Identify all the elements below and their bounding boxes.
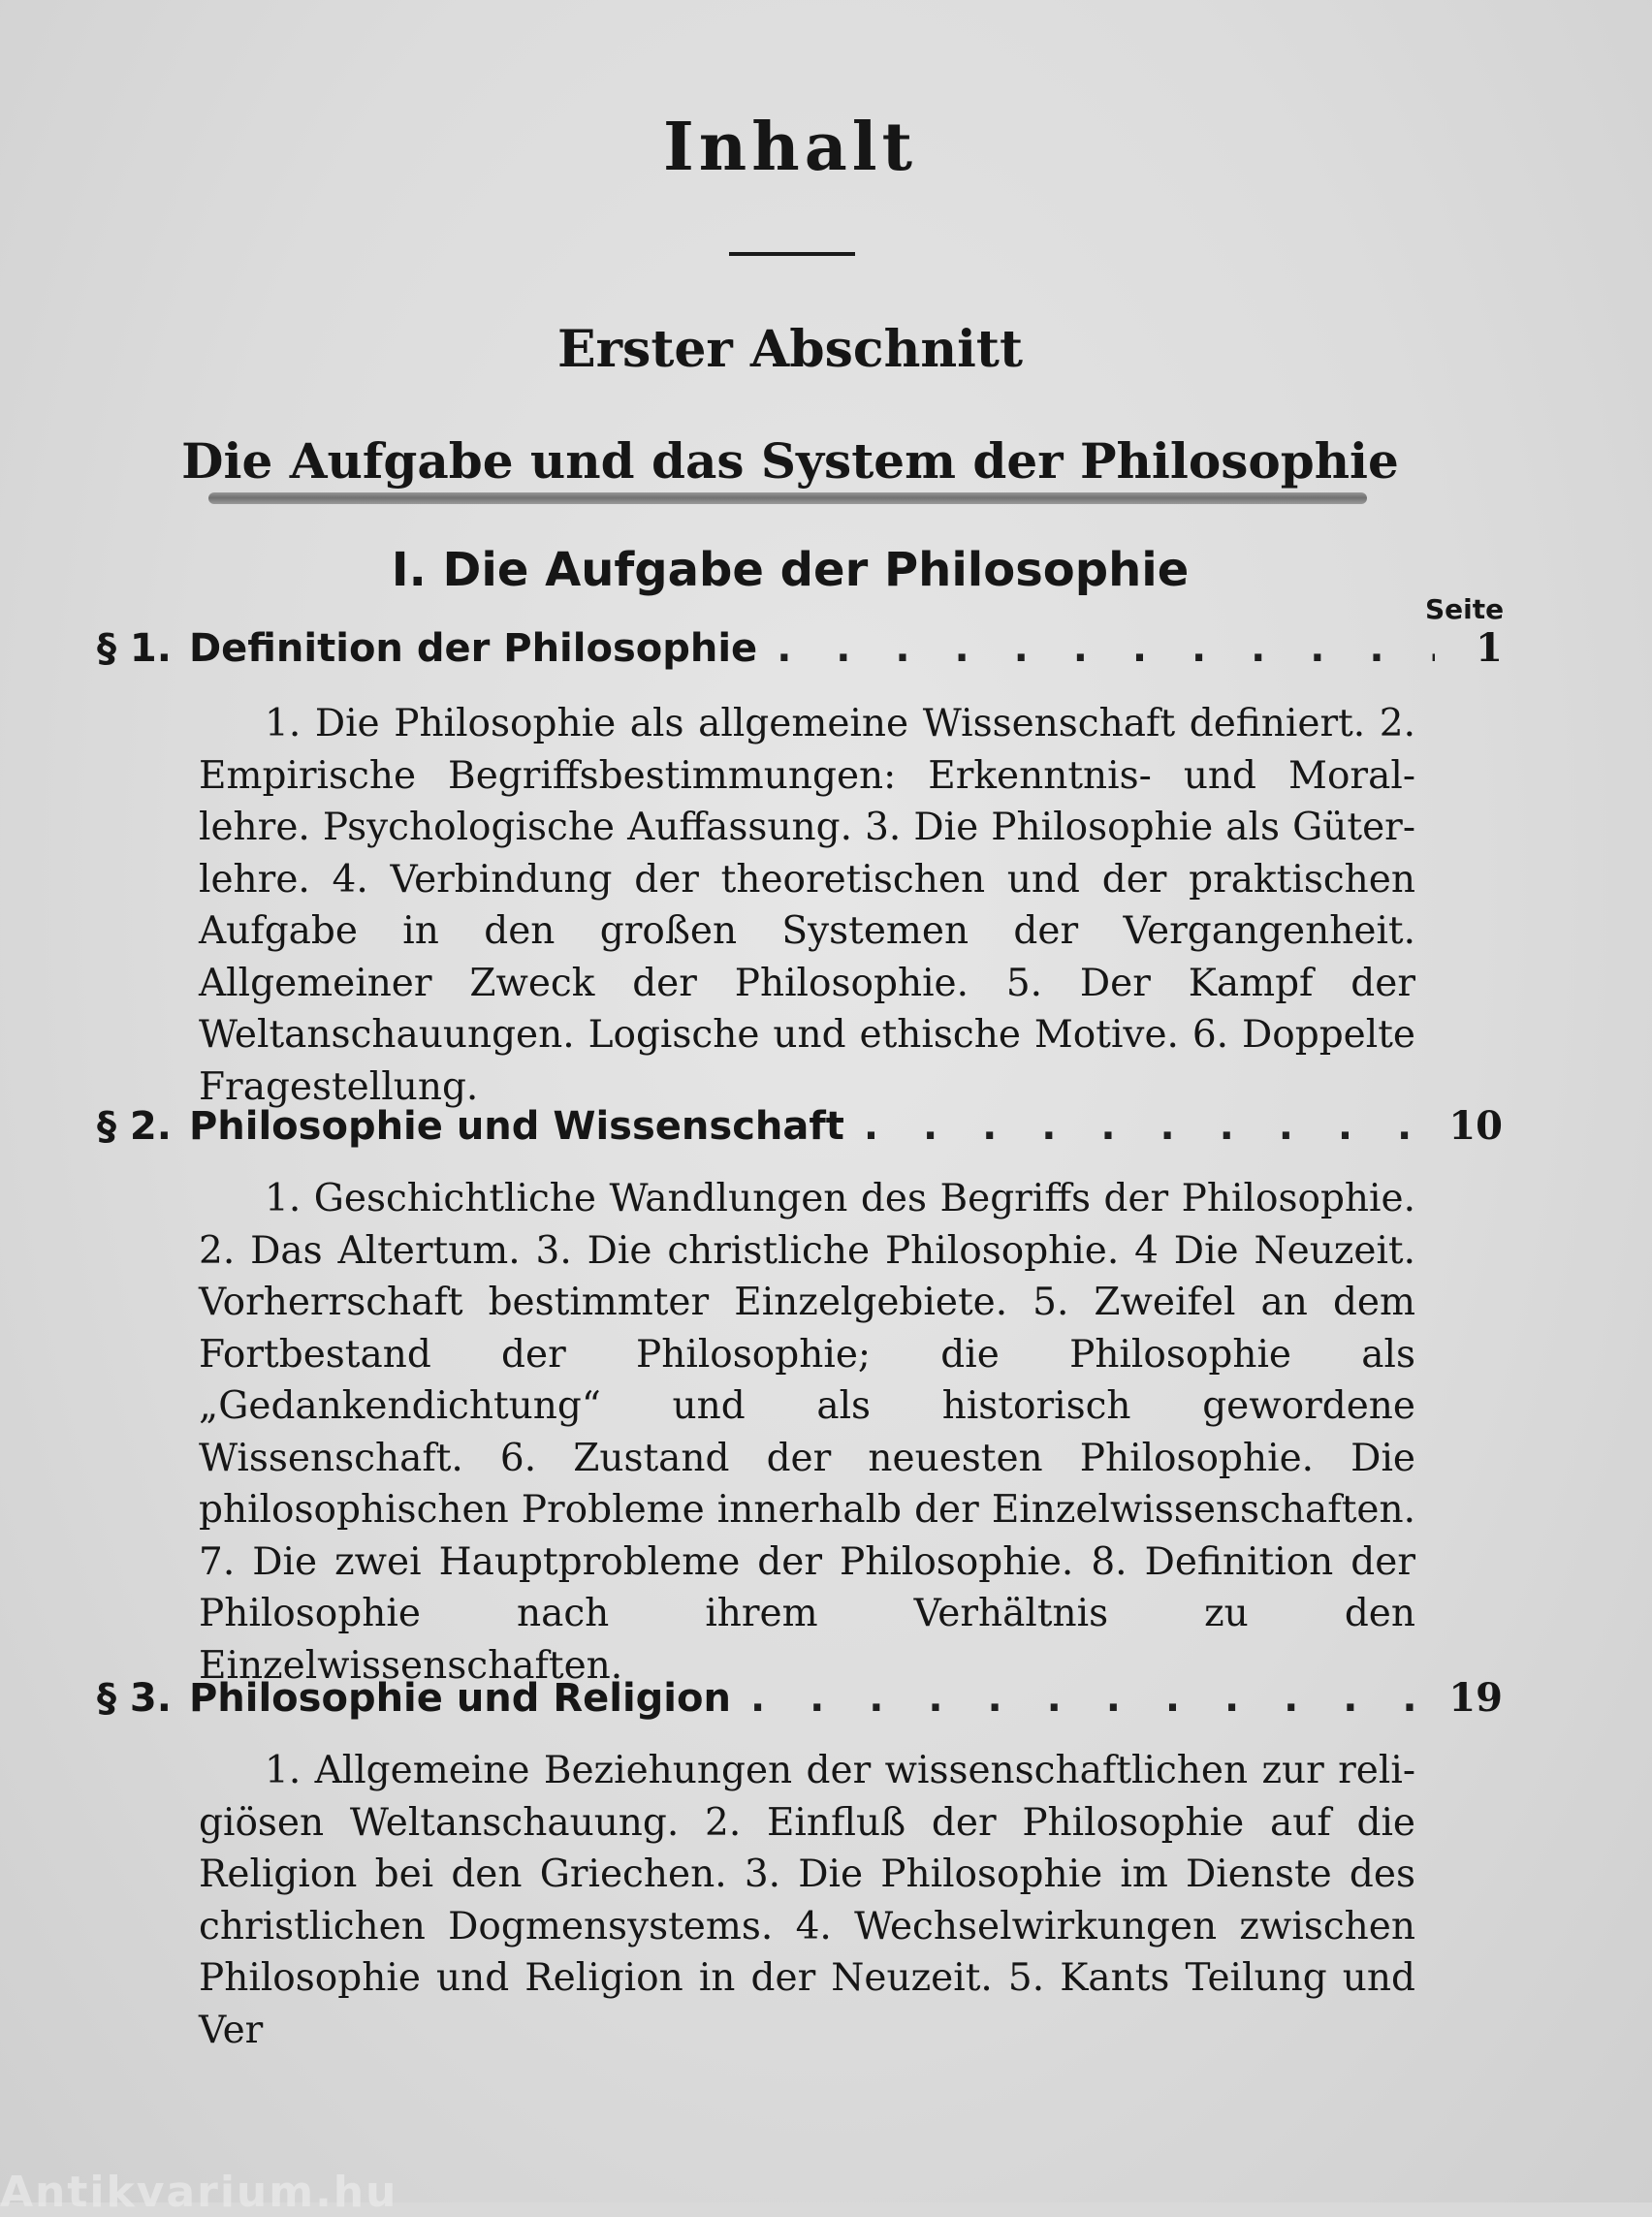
paragraph-number: § 3. xyxy=(97,1676,172,1721)
page-column-label: Seite xyxy=(1425,593,1505,625)
page-number: 19 xyxy=(1448,1675,1503,1721)
entry-title: Philosophie und Wissenschaft xyxy=(188,1104,844,1149)
toc-entry-heading[interactable] xyxy=(97,1675,1503,1733)
chapter-heading: I. Die Aufgabe der Philosophie xyxy=(391,543,1190,597)
watermark: Antikvarium.hu xyxy=(0,2168,398,2217)
toc-entry-heading[interactable] xyxy=(97,1103,1503,1161)
page-title: Inhalt xyxy=(663,109,917,186)
pencil-underline xyxy=(208,492,1367,504)
leader-dots xyxy=(731,1676,1435,1721)
paragraph-number: § 1. xyxy=(97,626,172,671)
entry-title: Philosophie und Religion xyxy=(188,1676,731,1721)
entry-summary: 1. Die Philosophie als allgemeine Wissenschaft definiert. 2. Empirische Begriffsbestimmungen: Erkenntnis- und Morallehre. Psychologische Auffassung. 3. Die Philosophie als Güterlehre. 4. Verbindung der theoretischen und der praktischen Aufgabe in den großen Systemen der Vergangenheit. Allgemeiner Zweck der Philosophie. 5. Der Kampf der Weltanschauungen. Logische und ethische Motive. 6. Doppelte Fragestellung. xyxy=(199,702,1415,1109)
section-heading: Erster Abschnitt xyxy=(557,320,1023,379)
page-number: 1 xyxy=(1476,625,1503,671)
toc-entry-heading[interactable] xyxy=(97,625,1503,683)
section-subtitle: Die Aufgabe und das System der Philosophie xyxy=(181,432,1399,490)
entry-summary: 1. Allgemeine Beziehungen der wissenschaftlichen zur religiösen Weltanschauung. 2. Einfluß der Philosophie auf die Religion bei den Griechen. 3. Die Philosophie im Dienste des christlichen Dogmensystems. 4. Wechselwirkungen zwischen Philosophie und Religion in der Neuzeit. 5. Kants Teilung und Ver xyxy=(199,1749,1415,2052)
entry-summary: 1. Geschichtliche Wandlungen des Begriffs der Philosophie. 2. Das Altertum. 3. Die christliche Philosophie. 4 Die Neuzeit. Vorherrschaft bestimmter Einzelgebiete. 5. Zweifel an dem Fortbestand der Philosophie; die Philosophie als „Gedankendichtung“ und als historisch gewordene Wissenschaft. 6. Zustand der neuesten Philosophie. Die philosophischen Probleme innerhalb der Einzelwissenschaften. 7. Die zwei Hauptprobleme der Philosophie. 8. Definition der Philosophie nach ihrem Verhältnis zu den Einzelwissenschaften. xyxy=(199,1177,1415,1688)
entry-title: Definition der Philosophie xyxy=(188,626,758,671)
leader-dots xyxy=(844,1104,1435,1149)
page-number: 10 xyxy=(1448,1103,1503,1149)
paragraph-number: § 2. xyxy=(97,1104,172,1149)
leader-dots xyxy=(757,626,1435,671)
title-divider xyxy=(729,252,855,256)
